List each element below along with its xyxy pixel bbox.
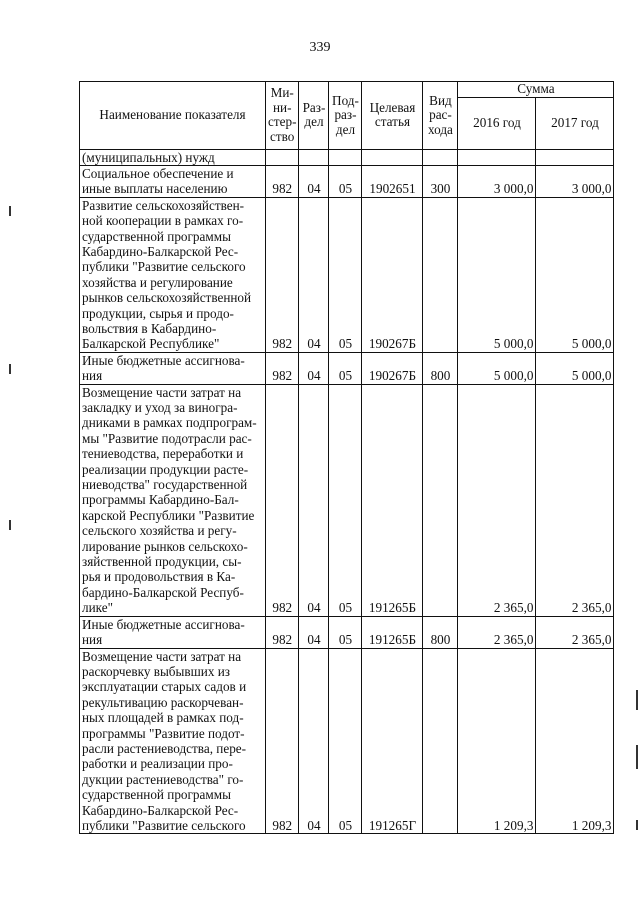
budget-table xyxy=(79,81,614,834)
row-2017: 1 209,3 xyxy=(536,648,614,834)
row-2016 xyxy=(458,149,536,165)
row-target: 190267Б xyxy=(362,197,423,352)
header-section: Раз- дел xyxy=(299,82,329,150)
row-target xyxy=(362,149,423,165)
row-name: Возмещение части затрат на закладку и уход за виногра- дниками в рамках подпрограм- мы "Развитие подотрасли рас- тениеводства, переработки и реализации продукции расте- ниеводства" государственной программы Кабардино-Бал- карской Республики "Развитие сельского хозяйства и регу- лирование рынков сельскохо- зяйственной продукции, сы- рья и продовольствия в Ка- бардино-Балкарской Респуб- лике" xyxy=(80,384,266,616)
header-name: Наименование показателя xyxy=(80,82,266,150)
row-ministry: 982 xyxy=(266,165,299,197)
row-name: Иные бюджетные ассигнова- ния xyxy=(80,616,266,648)
row-target: 191265Г xyxy=(362,648,423,834)
row-section: 04 xyxy=(299,384,329,616)
row-name: Возмещение части затрат на раскорчевку выбывших из эксплуатации старых садов и рекультивацию раскорчеван- ных площадей в рамках под- программы "Развитие подот- расли растениеводства, пере- работки и реализации про- дукции растениеводства" го- сударственной программы Кабардино-Балкарской Рес- публики "Развитие сельского xyxy=(80,648,266,834)
row-2017: 3 000,0 xyxy=(536,165,614,197)
table-row xyxy=(80,197,614,352)
row-2016: 3 000,0 xyxy=(458,165,536,197)
row-ministry: 982 xyxy=(266,197,299,352)
table-row xyxy=(80,384,614,616)
row-section xyxy=(299,149,329,165)
row-name: Развитие сельскохозяйствен- ной кооперации в рамках го- сударственной программы Кабардино-Балкарской Рес- публики "Развитие сельского хозяйства и регулирование рынков сельскохозяйственной продукции, сырья и продо- вольствия в Кабардино- Балкарской Республике" xyxy=(80,197,266,352)
row-target: 191265Б xyxy=(362,616,423,648)
header-subsection: Под- раз- дел xyxy=(329,82,362,150)
row-subsection: 05 xyxy=(329,197,362,352)
header-ministry: Ми- ни- стер- ство xyxy=(266,82,299,150)
row-2017: 2 365,0 xyxy=(536,616,614,648)
row-ministry: 982 xyxy=(266,616,299,648)
row-section: 04 xyxy=(299,648,329,834)
table-row xyxy=(80,352,614,384)
row-ministry: 982 xyxy=(266,384,299,616)
row-subsection xyxy=(329,149,362,165)
row-2016: 5 000,0 xyxy=(458,352,536,384)
row-ministry: 982 xyxy=(266,352,299,384)
row-name: Иные бюджетные ассигнова- ния xyxy=(80,352,266,384)
scan-mark xyxy=(636,745,638,769)
row-expense-type xyxy=(423,197,458,352)
row-subsection: 05 xyxy=(329,165,362,197)
table-row xyxy=(80,616,614,648)
scan-mark xyxy=(9,206,11,216)
row-ministry: 982 xyxy=(266,648,299,834)
row-target: 191265Б xyxy=(362,384,423,616)
scan-mark xyxy=(9,364,11,374)
row-2017: 2 365,0 xyxy=(536,384,614,616)
row-expense-type xyxy=(423,648,458,834)
row-target: 190267Б xyxy=(362,352,423,384)
row-section: 04 xyxy=(299,616,329,648)
row-expense-type xyxy=(423,384,458,616)
scan-mark xyxy=(636,690,638,710)
table-row xyxy=(80,149,614,165)
header-sum: Сумма xyxy=(458,82,614,98)
row-section: 04 xyxy=(299,352,329,384)
row-expense-type: 300 xyxy=(423,165,458,197)
row-target: 1902651 xyxy=(362,165,423,197)
row-subsection: 05 xyxy=(329,648,362,834)
row-subsection: 05 xyxy=(329,616,362,648)
row-expense-type: 800 xyxy=(423,352,458,384)
page-number: 339 xyxy=(309,40,331,55)
header-row xyxy=(80,82,614,98)
header-target: Целевая статья xyxy=(362,82,423,150)
row-expense-type: 800 xyxy=(423,616,458,648)
row-ministry xyxy=(266,149,299,165)
table-row xyxy=(80,648,614,834)
row-expense-type xyxy=(423,149,458,165)
row-2016: 5 000,0 xyxy=(458,197,536,352)
row-section: 04 xyxy=(299,165,329,197)
row-2017 xyxy=(536,149,614,165)
scan-mark xyxy=(9,520,11,530)
row-2017: 5 000,0 xyxy=(536,197,614,352)
row-subsection: 05 xyxy=(329,384,362,616)
row-name: (муниципальных) нужд xyxy=(80,149,266,165)
row-name: Социальное обеспечение и иные выплаты населению xyxy=(80,165,266,197)
row-2016: 2 365,0 xyxy=(458,384,536,616)
row-2016: 1 209,3 xyxy=(458,648,536,834)
row-section: 04 xyxy=(299,197,329,352)
row-subsection: 05 xyxy=(329,352,362,384)
header-year-2016: 2016 год xyxy=(458,97,536,149)
row-2016: 2 365,0 xyxy=(458,616,536,648)
table-row xyxy=(80,165,614,197)
scan-mark xyxy=(636,820,638,830)
row-2017: 5 000,0 xyxy=(536,352,614,384)
header-expense-type: Вид рас- хода xyxy=(423,82,458,150)
header-year-2017: 2017 год xyxy=(536,97,614,149)
